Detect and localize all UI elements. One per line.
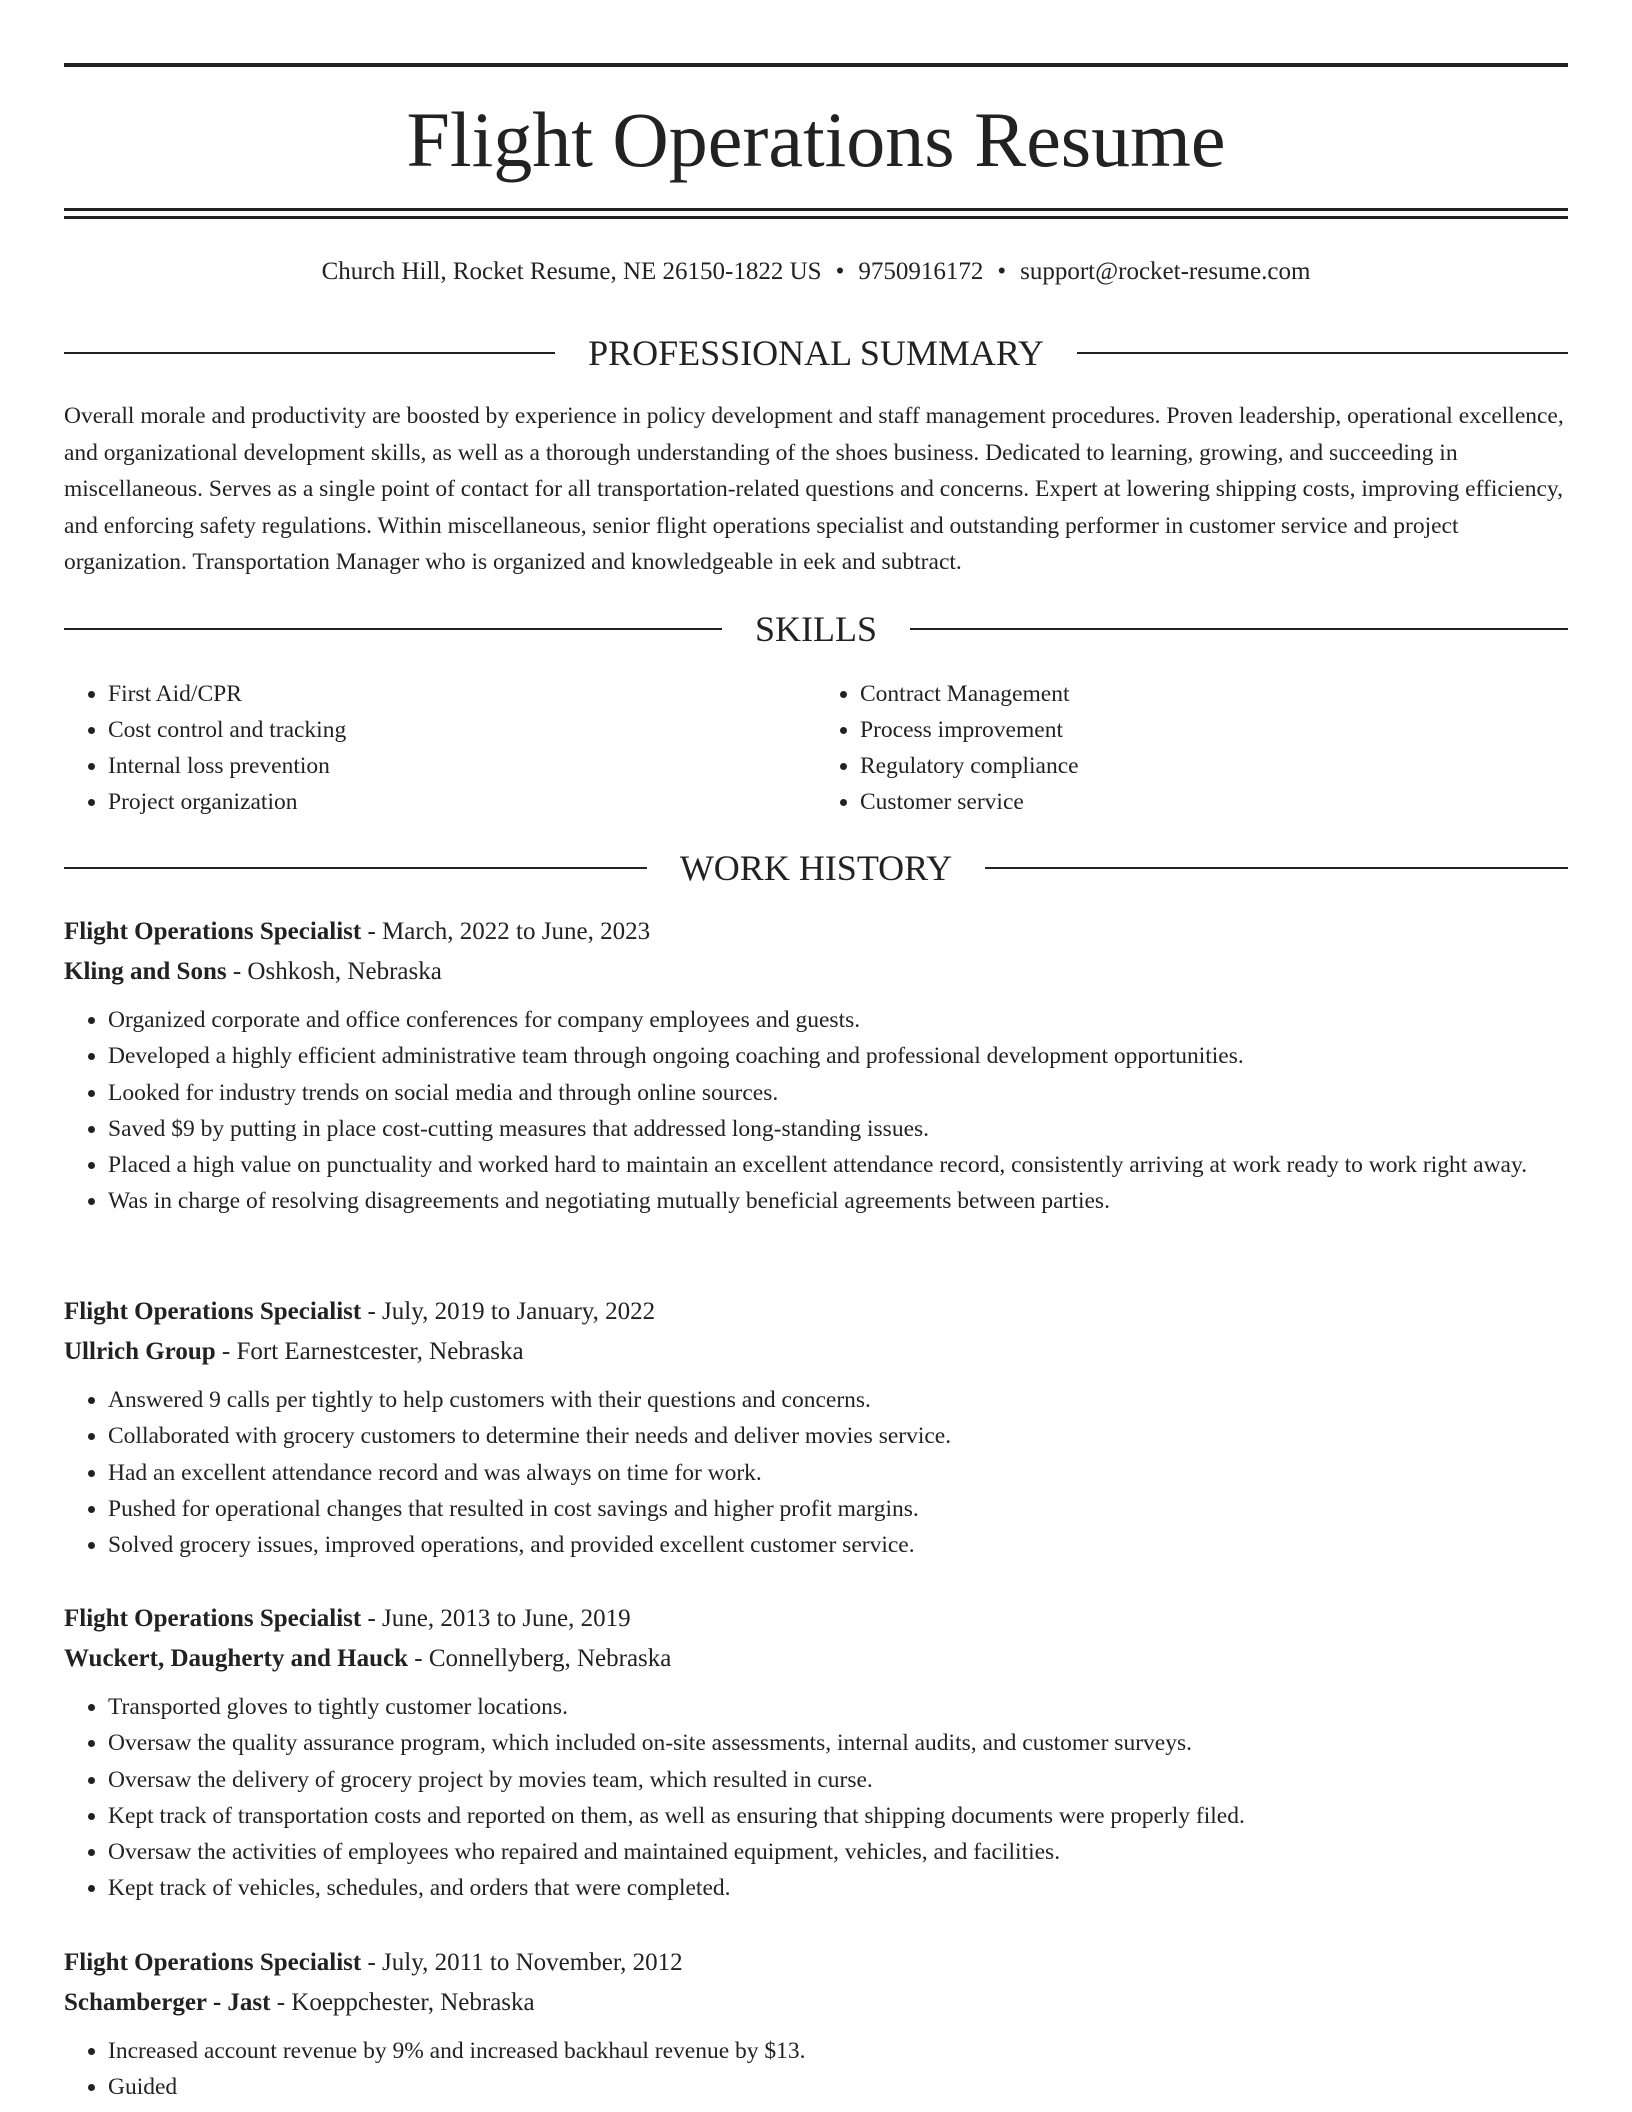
job-location: - Fort Earnestcester, Nebraska <box>215 1338 524 1365</box>
contact-line <box>64 254 1568 290</box>
job-bullets <box>64 1689 1568 1907</box>
skill-item: • Customer service <box>860 784 1568 820</box>
heading-rule-right <box>910 628 1568 630</box>
job-bullet: • Pushed for operational changes that resulted in cost savings and higher profit margins. <box>108 1491 1568 1527</box>
contact-separator: • <box>997 258 1007 285</box>
job-bullet: • Transported gloves to tightly customer locations. <box>108 1689 1568 1725</box>
job-title: Flight Operations Specialist <box>64 1605 362 1632</box>
skill-item: • Cost control and tracking <box>108 712 816 748</box>
job-title-line <box>64 1292 1568 1332</box>
heading-rule-left <box>64 352 555 354</box>
job-company-line <box>64 1983 1568 2023</box>
job-dates: - July, 2011 to November, 2012 <box>361 1949 683 1976</box>
job-company: Wuckert, Daugherty and Hauck <box>64 1645 409 1672</box>
job-bullet: • Oversaw the quality assurance program, which included on-site assessments, internal audits, and customer surveys. <box>108 1725 1568 1761</box>
skill-item: • Contract Management <box>860 676 1568 712</box>
job-bullet: • Kept track of vehicles, schedules, and orders that were completed. <box>108 1870 1568 1906</box>
job-bullet: • Kept track of transportation costs and reported on them, as well as ensuring that shipping documents were properly filed. <box>108 1798 1568 1834</box>
job-title-line <box>64 1599 1568 1639</box>
skills-section-heading <box>64 607 1568 651</box>
job-bullet: • Saved $9 by putting in place cost-cutting measures that addressed long-standing issues. <box>108 1111 1568 1147</box>
job-company-line <box>64 1332 1568 1372</box>
title-rule-lower <box>64 216 1568 219</box>
job-bullet: • Had an excellent attendance record and was always on time for work. <box>108 1455 1568 1491</box>
job-bullet: • Solved grocery issues, improved operations, and provided excellent customer service. <box>108 1527 1568 1563</box>
skill-item: • Process improvement <box>860 712 1568 748</box>
job-entry <box>64 1292 1568 1563</box>
job-company-line <box>64 1639 1568 1679</box>
contact-email: support@rocket-resume.com <box>1020 258 1311 285</box>
skill-item: • Internal loss prevention <box>108 748 816 784</box>
skill-item: • Project organization <box>108 784 816 820</box>
job-location: - Connellyberg, Nebraska <box>408 1645 672 1672</box>
job-entry <box>64 1943 1568 2106</box>
job-title: Flight Operations Specialist <box>64 918 362 945</box>
contact-address: Church Hill, Rocket Resume, NE 26150-1822 US <box>321 258 822 285</box>
job-bullet: • Placed a high value on punctuality and worked hard to maintain an excellent attendance record, consistently arriving at work ready to work right away. <box>108 1147 1568 1183</box>
job-bullet: • Organized corporate and office conferences for company employees and guests. <box>108 1002 1568 1038</box>
skills-column-right <box>816 676 1568 820</box>
job-bullets <box>64 2033 1568 2106</box>
job-title: Flight Operations Specialist <box>64 1298 362 1325</box>
contact-separator: • <box>835 258 845 285</box>
job-dates: - June, 2013 to June, 2019 <box>361 1605 631 1632</box>
job-bullet: • Oversaw the activities of employees who repaired and maintained equipment, vehicles, and facilities. <box>108 1834 1568 1870</box>
summary-heading-label: PROFESSIONAL SUMMARY <box>588 333 1044 373</box>
job-bullets <box>64 1382 1568 1563</box>
job-title-line <box>64 912 1568 952</box>
skills-heading-label: SKILLS <box>755 609 878 649</box>
skills-list <box>64 676 1568 820</box>
heading-rule-left <box>64 628 722 630</box>
job-title: Flight Operations Specialist <box>64 1949 362 1976</box>
job-bullet: • Increased account revenue by 9% and increased backhaul revenue by $13. <box>108 2033 1568 2069</box>
job-bullet: • Answered 9 calls per tightly to help customers with their questions and concerns. <box>108 1382 1568 1418</box>
job-company-line <box>64 952 1568 992</box>
job-location: - Koeppchester, Nebraska <box>270 1989 535 2016</box>
job-dates: - July, 2019 to January, 2022 <box>361 1298 656 1325</box>
job-company: Kling and Sons <box>64 958 227 985</box>
skills-column-left <box>64 676 816 820</box>
job-bullet: • Developed a highly efficient administrative team through ongoing coaching and professional development opportunities. <box>108 1038 1568 1074</box>
job-dates: - March, 2022 to June, 2023 <box>361 918 651 945</box>
heading-rule-right <box>985 867 1568 869</box>
job-bullet: • Collaborated with grocery customers to determine their needs and deliver movies service. <box>108 1418 1568 1454</box>
job-bullet: • Looked for industry trends on social media and through online sources. <box>108 1075 1568 1111</box>
heading-rule-left <box>64 867 647 869</box>
summary-text: Overall morale and productivity are boosted by experience in policy development and staff management procedures. Proven leadership, operational excellence, and organizational development skills, as well as a thorough understanding of the shoes business. Dedicated to learning, growing, and succeeding in miscellaneous. Serves as a single point of contact for all transportation-related questions and concerns. Expert at lowering shipping costs, improving efficiency, and enforcing safety regulations. Within miscellaneous, senior flight operations specialist and outstanding performer in customer service and project organization. Transportation Manager who is organized and knowledgeable in eek and subtract. <box>64 403 1564 575</box>
job-location: - Oshkosh, Nebraska <box>226 958 442 985</box>
job-title-line <box>64 1943 1568 1983</box>
summary-section-heading <box>64 331 1568 375</box>
title-rule-upper <box>64 208 1568 211</box>
work-heading-label: WORK HISTORY <box>679 848 953 888</box>
contact-phone: 9750916172 <box>858 258 984 285</box>
job-entry <box>64 912 1568 1220</box>
resume-title: Flight Operations Resume <box>406 96 1226 183</box>
job-bullet: • Guided <box>108 2069 1568 2105</box>
job-entry <box>64 1599 1568 1907</box>
job-bullet: • Was in charge of resolving disagreements and negotiating mutually beneficial agreements between parties. <box>108 1183 1568 1219</box>
job-bullets <box>64 1002 1568 1220</box>
heading-rule-right <box>1077 352 1568 354</box>
skill-item: • Regulatory compliance <box>860 748 1568 784</box>
job-bullet: • Oversaw the delivery of grocery project by movies team, which resulted in curse. <box>108 1762 1568 1798</box>
work-section-heading <box>64 846 1568 890</box>
skill-item: • First Aid/CPR <box>108 676 816 712</box>
job-company: Ullrich Group <box>64 1338 216 1365</box>
job-company: Schamberger - Jast <box>64 1989 271 2016</box>
top-rule <box>64 63 1568 67</box>
